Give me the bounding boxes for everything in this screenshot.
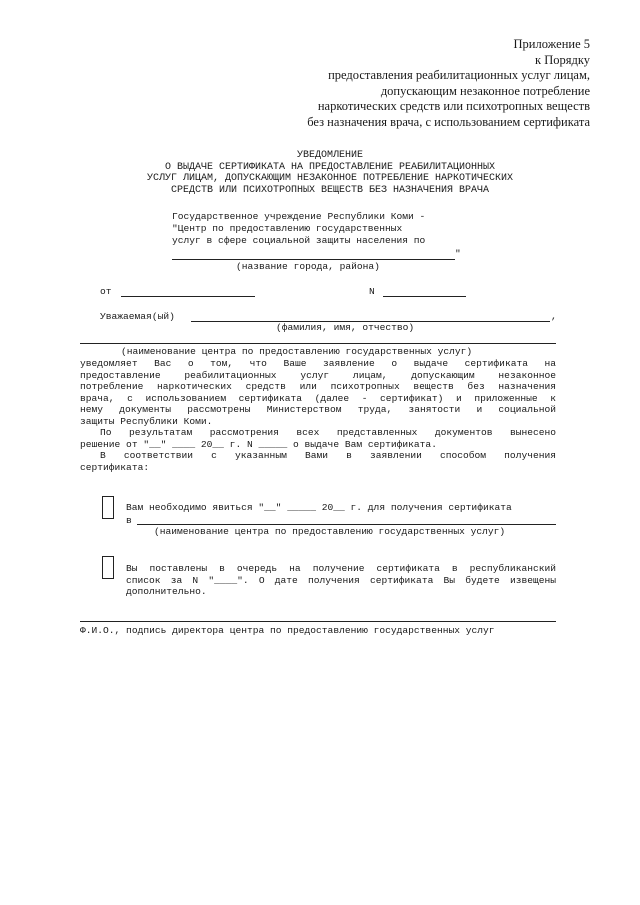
notice-title-line: СРЕДСТВ ИЛИ ПСИХОТРОПНЫХ ВЕЩЕСТВ БЕЗ НАЗНАЧЕНИЯ ВРАЧА xyxy=(170,184,490,196)
center-name-field[interactable] xyxy=(80,343,556,344)
body-line: В соответствии с указанным Вами в заявлении способом получения xyxy=(100,450,556,461)
option2-line: Вы поставлены в очередь на получение сертификата в республиканский xyxy=(126,563,556,574)
closing-quote: " xyxy=(455,248,461,259)
body-line: По результатам рассмотрения всех представленных документов вынесено xyxy=(100,427,556,438)
body-line: решение от "__" ____ 20__ г. N _____ о выдаче Вам сертификата. xyxy=(80,438,437,450)
option1-text: Вам необходимо явиться "__" _____ 20__ г. для получения сертификата xyxy=(126,502,512,513)
signature-field[interactable] xyxy=(80,621,556,622)
notice-title-line: УВЕДОМЛЕНИЕ xyxy=(296,150,363,161)
appendix-line: без назначения врача, с использованием сертификата xyxy=(307,114,590,129)
notice-title-line: О ВЫДАЧЕ СЕРТИФИКАТА НА ПРЕДОСТАВЛЕНИЕ РЕАБИЛИТАЦИОННЫХ xyxy=(164,161,496,173)
city-district-field[interactable] xyxy=(172,259,455,260)
appendix-line: к Порядку xyxy=(535,52,590,67)
body-line: предоставление реабилитационных услуг лицам, допускающим незаконное xyxy=(80,369,556,381)
option2-text xyxy=(126,563,556,598)
from-date-field[interactable] xyxy=(121,296,255,297)
body-line: сертификата: xyxy=(80,461,150,473)
center-name-caption: (наименование центра по предоставлению государственных услуг) xyxy=(121,346,473,357)
queue-checkbox[interactable] xyxy=(102,556,114,579)
signature-caption: Ф.И.О., подпись директора центра по предоставлению государственных услуг xyxy=(80,625,495,636)
institution-line: "Центр по предоставлению государственных xyxy=(172,223,403,234)
appendix-header xyxy=(307,37,590,131)
from-label: от xyxy=(100,286,112,297)
body-line: врача, с использованием сертификата (далее - сертификат) и приложенные к xyxy=(80,392,556,404)
option2-line: дополнительно. xyxy=(126,586,207,597)
body-line: нему документы рассмотрены Министерством труда, занятости и социальной xyxy=(80,404,556,415)
appear-in-person-checkbox[interactable] xyxy=(102,496,114,519)
institution-line: услуг в сфере социальной защиты населения по xyxy=(172,235,426,246)
greeting-comma: , xyxy=(551,311,557,322)
body-line: потребление наркотических средств или психотропных веществ без назначения xyxy=(80,381,556,392)
option1-caption: (наименование центра по предоставлению государственных услуг) xyxy=(154,526,506,537)
appendix-line: допускающим незаконное потребление xyxy=(380,83,590,98)
greeting-label: Уважаемая(ый) xyxy=(100,311,175,322)
option2-line: список за N "____". О дате получения сертификата Вы будете извещены xyxy=(126,574,556,586)
body-line: защиты Республики Коми. xyxy=(80,415,213,427)
number-label: N xyxy=(369,286,375,297)
option1-center-field[interactable] xyxy=(137,524,556,525)
option1-prefix: в xyxy=(126,515,132,526)
appendix-line: Приложение 5 xyxy=(513,37,590,51)
notice-title-line: УСЛУГ ЛИЦАМ, ДОПУСКАЮЩИМ НЕЗАКОННОЕ ПОТРЕБЛЕНИЕ НАРКОТИЧЕСКИХ xyxy=(146,173,514,185)
body-line: уведомляет Вас о том, что Ваше заявление о выдаче сертификата на xyxy=(80,358,556,369)
institution-line: Государственное учреждение Республики Коми - xyxy=(172,211,426,222)
appendix-line: наркотических средств или психотропных веществ xyxy=(317,99,590,114)
appendix-line: предоставления реабилитационных услуг лицам, xyxy=(328,68,590,83)
city-district-caption: (название города, района) xyxy=(236,261,380,272)
notice-body xyxy=(80,358,556,473)
notice-title xyxy=(60,150,600,196)
full-name-caption: (фамилия, имя, отчество) xyxy=(276,322,415,333)
number-field[interactable] xyxy=(383,296,466,297)
